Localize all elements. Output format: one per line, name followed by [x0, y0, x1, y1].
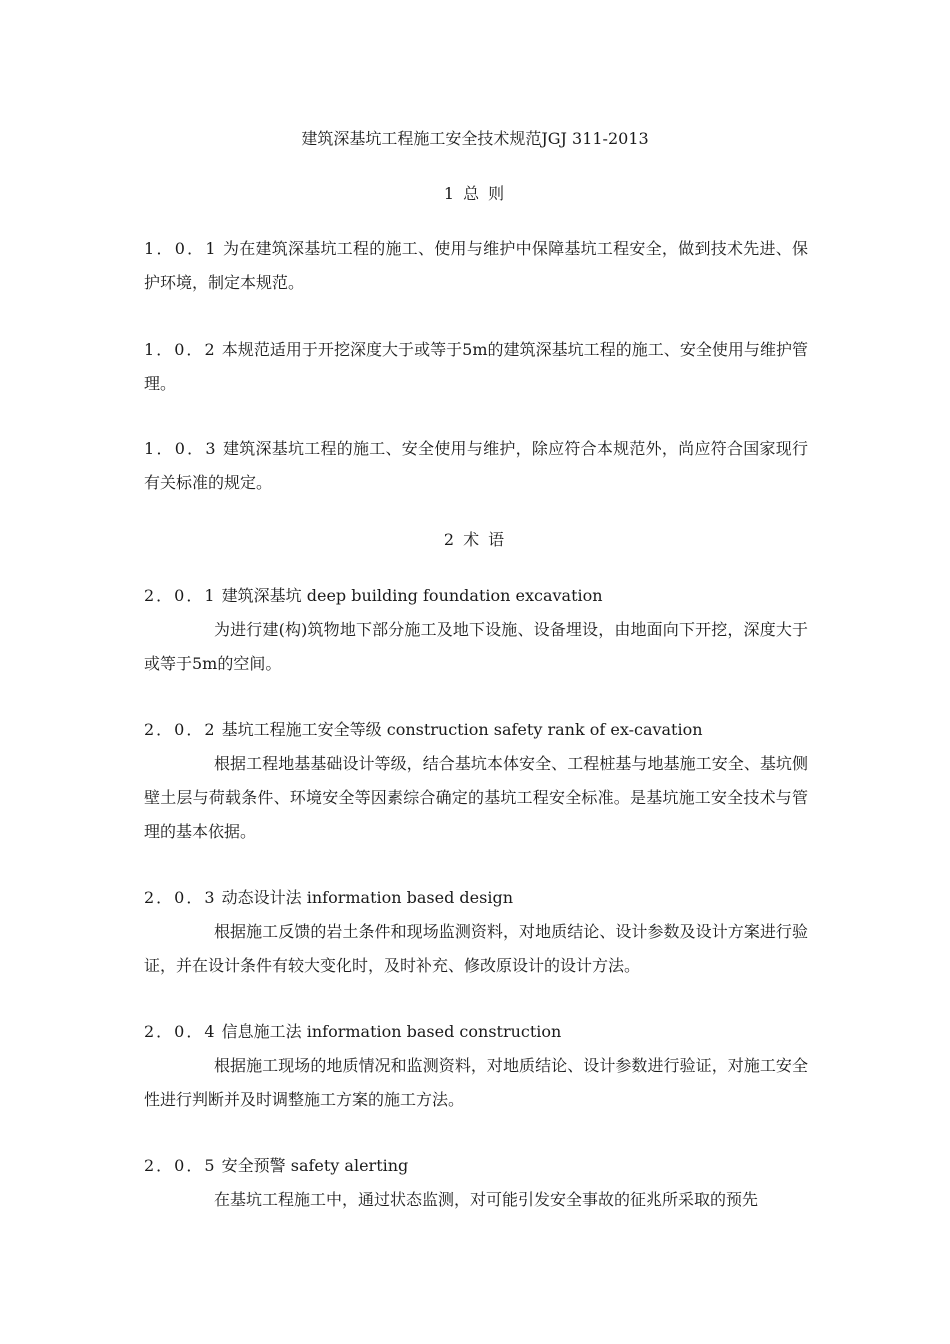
- clause-1-0-2: [144, 333, 808, 401]
- clause-text: 建筑深基坑工程的施工、安全使用与维护，除应符合本规范外，尚应符合国家现行有关标准的规定。: [144, 439, 808, 492]
- term-number: 2．0．5: [144, 1156, 217, 1175]
- clause-1-0-1: [144, 232, 808, 300]
- term-name: 建筑深基坑 deep building foundation excavation: [221, 586, 603, 605]
- clause-1-0-3: [144, 432, 808, 500]
- term-2-0-5-definition: 在基坑工程施工中，通过状态监测，对可能引发安全事故的征兆所采取的预先: [214, 1190, 759, 1209]
- term-2-0-4-definition: 根据施工现场的地质情况和监测资料，对地质结论、设计参数进行验证，对施工安全性进行判断并及时调整施工方案的施工方法。: [144, 1056, 808, 1109]
- term-2-0-2-definition: 根据工程地基基础设计等级，结合基坑本体安全、工程桩基与地基施工安全、基坑侧壁土层与荷载条件、环境安全等因素综合确定的基坑工程安全标准。是基坑施工安全技术与管理的基本依据。: [144, 754, 808, 841]
- term-name: 信息施工法 information based construction: [221, 1022, 562, 1041]
- term-2-0-2-heading: [144, 718, 808, 742]
- chapter-2-heading: 2 术 语: [443, 530, 507, 549]
- clause-text: 为在建筑深基坑工程的施工、使用与维护中保障基坑工程安全，做到技术先进、保护环境，制定本规范。: [144, 239, 808, 292]
- chapter-1-heading: 1 总 则: [443, 184, 507, 203]
- term-2-0-4-heading: [144, 1020, 808, 1044]
- term-name: 安全预警 safety alerting: [221, 1156, 409, 1175]
- term-number: 2．0．4: [144, 1022, 217, 1041]
- clause-number: 1．0．1: [144, 239, 218, 258]
- clause-text: 本规范适用于开挖深度大于或等于5m的建筑深基坑工程的施工、安全使用与维护管理。: [144, 340, 808, 393]
- term-name: 基坑工程施工安全等级 construction safety rank of ex-cavation: [221, 720, 703, 739]
- document-title: 建筑深基坑工程施工安全技术规范JGJ 311-2013: [301, 129, 649, 148]
- term-2-0-3-definition: 根据施工反馈的岩土条件和现场监测资料，对地质结论、设计参数及设计方案进行验证，并在设计条件有较大变化时，及时补充、修改原设计的设计方法。: [144, 922, 808, 975]
- term-number: 2．0．3: [144, 888, 217, 907]
- term-number: 2．0．1: [144, 586, 217, 605]
- clause-number: 1．0．3: [144, 439, 218, 458]
- term-2-0-1-heading: [144, 584, 808, 608]
- term-number: 2．0．2: [144, 720, 217, 739]
- term-2-0-1-definition: 为进行建(构)筑物地下部分施工及地下设施、设备埋设，由地面向下开挖，深度大于或等于5m的空间。: [144, 620, 808, 673]
- term-2-0-5-heading: [144, 1154, 808, 1178]
- term-name: 动态设计法 information based design: [221, 888, 514, 907]
- clause-number: 1．0．2: [144, 340, 217, 359]
- term-2-0-3-heading: [144, 886, 808, 910]
